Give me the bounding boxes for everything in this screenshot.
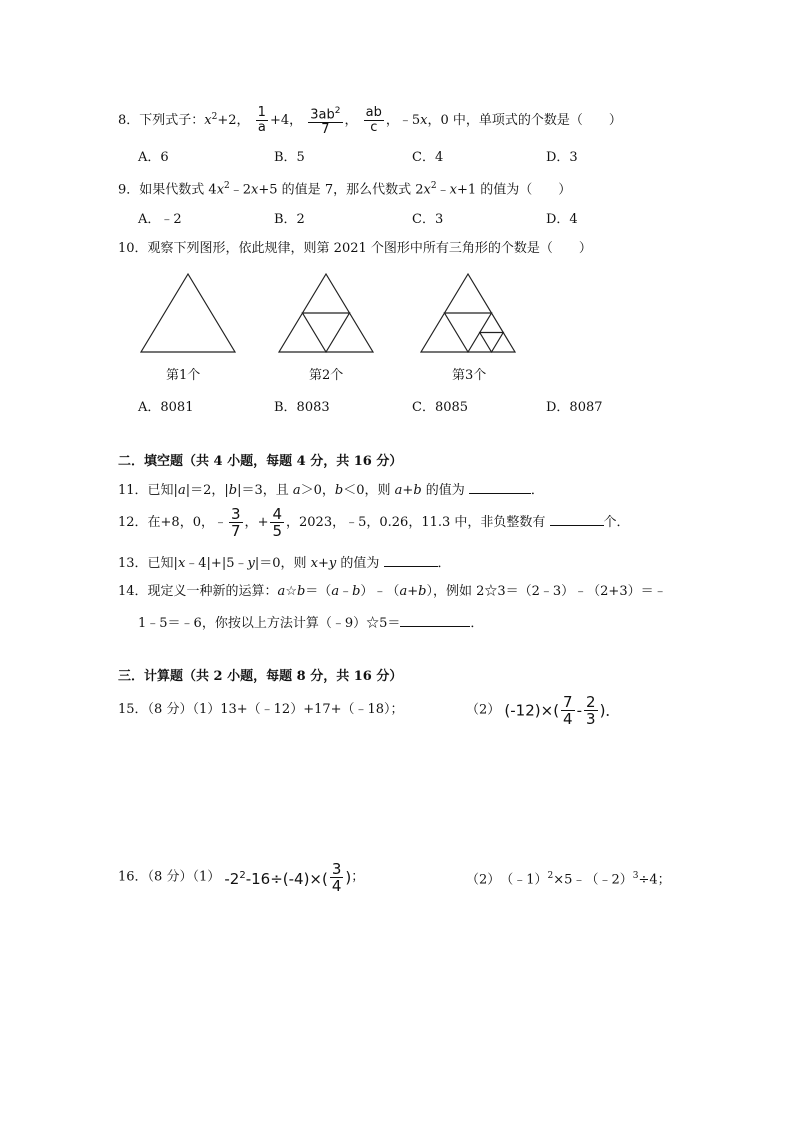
q13-y2: y	[328, 556, 337, 571]
q8-term2: +4，	[269, 113, 303, 129]
q14-a2: a	[331, 584, 340, 599]
q13-y1: y	[247, 556, 255, 571]
q8-exp: 2	[211, 111, 218, 122]
triangle-figure-2	[276, 272, 376, 356]
q12-t1: 12．在+8，0，	[118, 515, 214, 530]
q16-frac-3-4	[330, 861, 344, 894]
q8-f2-den: 7	[321, 122, 330, 138]
q10-option-b[interactable]: B．8083	[274, 400, 330, 415]
q8-comma: ，	[344, 113, 358, 129]
q12-stem	[118, 506, 630, 539]
q8-option-c[interactable]: C．4	[412, 150, 444, 165]
triangle-figure-3	[418, 272, 518, 356]
q11-stem	[118, 479, 544, 500]
q9-t4: ﹣	[436, 182, 450, 198]
q15-minus: -	[576, 701, 583, 720]
q14-b1: b	[296, 584, 306, 599]
q8-option-b[interactable]: B．5	[274, 150, 305, 165]
q10-stem: 10．观察下列图形，依此规律，则第 2021 个图形中所有三角形的个数是（ ）	[118, 241, 592, 256]
q16-e2: -16÷(-4)×(	[245, 870, 328, 888]
q9-t5: +1 的值为（ ）	[456, 182, 572, 198]
section2-title: 二．填空题（共 4 小题，每题 4 分，共 16 分）	[118, 454, 403, 469]
q16-e1: -2	[224, 870, 240, 888]
q8-f2-num	[308, 104, 342, 123]
q9-s2: 2	[430, 181, 437, 191]
q11-a1: a	[177, 483, 186, 498]
q8-var-x: x	[204, 113, 212, 129]
q15-f2-den: 3	[586, 710, 596, 728]
q14-end: ．	[470, 616, 484, 631]
q15-p2-label: （2）	[466, 702, 501, 718]
q11-end: ．	[530, 483, 544, 498]
q13-stem	[118, 552, 451, 573]
q9-option-c[interactable]: C．3	[412, 212, 444, 227]
q16-e1-exp: 2	[239, 870, 246, 881]
q12-answer-blank[interactable]	[550, 511, 604, 526]
q9-x1: x	[216, 182, 225, 198]
q8-stem	[118, 104, 622, 137]
q9-t2: ﹣2	[229, 182, 252, 198]
q15-p2-expr-start: (-12)×(	[504, 701, 560, 720]
q12-end: 个．	[603, 515, 630, 530]
q10-option-c[interactable]: C．8085	[412, 400, 469, 415]
q14-t2: ＝（	[305, 584, 332, 599]
q14-t4: ）﹣（	[360, 584, 400, 599]
q9-x3: x	[423, 182, 431, 198]
q9-x2: x	[251, 182, 259, 198]
q9-stem	[118, 177, 571, 199]
q13-end: ．	[437, 556, 451, 571]
q12-t2: ，	[244, 515, 258, 530]
q14-stem-line1	[118, 583, 667, 601]
q15-part2	[466, 694, 620, 727]
q8-var-x2: x	[420, 113, 428, 129]
q12-neg-sign: ﹣	[213, 515, 227, 530]
q12-f1-den: 7	[231, 522, 241, 540]
q11-t3: |＝3，且	[237, 483, 293, 498]
q11-t4: ＞0，	[300, 483, 335, 498]
q8-f2-exp: 2	[334, 106, 341, 116]
q11-b1: b	[228, 483, 238, 498]
q8-term1: +2，	[217, 113, 250, 129]
q16-f-den: 4	[331, 877, 342, 895]
q15-frac-7-4	[561, 694, 575, 727]
q8-term3: ，﹣5	[385, 113, 421, 129]
q15-f1-den: 4	[563, 710, 573, 728]
q11-b3: b	[413, 483, 422, 498]
q8-frac-3ab2-over-7	[308, 104, 342, 137]
q12-frac-3-7	[229, 506, 243, 539]
q11-t5: ＜0，则	[343, 483, 395, 498]
q9-x4: x	[449, 182, 457, 198]
q11-t7: 的值为	[421, 483, 469, 498]
q13-t4: +	[317, 556, 329, 571]
q11-t6: +	[402, 483, 414, 498]
q16-part1	[118, 860, 364, 895]
q16-p1-label: 16．（8 分）（1）	[118, 869, 221, 885]
q8-f1-num: 1	[257, 105, 266, 121]
q10-option-a[interactable]: A．8081	[138, 400, 194, 415]
figure1-caption: 第1个	[166, 368, 201, 383]
q13-x1: x	[177, 556, 186, 571]
q9-option-a[interactable]: A．﹣2	[138, 212, 182, 227]
q14-a3: a	[399, 584, 408, 599]
q14-star: ☆	[285, 584, 297, 599]
q14-stem-line2	[138, 612, 483, 633]
figure2-caption: 第2个	[309, 368, 344, 383]
q12-frac-4-5	[270, 506, 284, 539]
q12-pos-sign: +	[257, 515, 269, 530]
q14-answer-blank[interactable]	[400, 612, 470, 627]
q9-t1: 9．如果代数式 4	[118, 182, 217, 198]
q13-t3: |＝0，则	[254, 556, 311, 571]
q14-line2: 1﹣5＝﹣6，你按以上方法计算（﹣9）☆5＝	[138, 616, 401, 631]
q15-f1-num: 7	[563, 693, 573, 711]
q8-lead: 8．下列式子：	[118, 113, 205, 129]
q16-p1-expr-start	[224, 870, 328, 888]
q14-t5: +	[407, 584, 419, 599]
q10-option-d[interactable]: D．8087	[546, 400, 603, 415]
q8-option-d[interactable]: D．3	[546, 150, 578, 165]
q8-option-a[interactable]: A．6	[138, 150, 169, 165]
q15-part1: 15．（8 分）（1）13+（﹣12）+17+（﹣18）；	[118, 702, 404, 717]
section3-title: 三．计算题（共 2 小题，每题 8 分，共 16 分）	[118, 669, 403, 684]
q9-t3: +5 的值是 7，那么代数式 2	[258, 182, 424, 198]
q14-t3: ﹣	[339, 584, 353, 599]
q9-option-d[interactable]: D．4	[546, 212, 578, 227]
q13-t1: 13．已知|	[118, 556, 178, 571]
q11-answer-blank[interactable]	[469, 479, 531, 494]
figure2-inner-triangle	[303, 313, 350, 352]
q12-f2-num: 4	[272, 505, 283, 523]
q14-b2: b	[352, 584, 361, 599]
q16-p2-b: ×5﹣（﹣2）	[553, 872, 633, 888]
figure1-outer-triangle	[141, 274, 235, 352]
q14-b3: b	[418, 584, 427, 599]
figure3-caption: 第3个	[452, 368, 487, 383]
q15-p2-expr-end: )．	[599, 701, 621, 720]
q8-tail: ，0 中，单项式的个数是（ ）	[427, 113, 622, 129]
q16-p2-a: （2） （﹣1）	[466, 872, 548, 888]
q16-part2	[466, 867, 671, 889]
figure3-small-triangle	[480, 333, 504, 353]
q12-t3: ，2023，﹣5，0.26，11.3 中，非负整数有	[286, 515, 550, 530]
q13-answer-blank[interactable]	[384, 552, 438, 567]
q8-f3-num: ab	[365, 105, 382, 121]
q15-frac-2-3	[584, 694, 598, 727]
q15-f2-num: 2	[586, 693, 596, 711]
q13-x2: x	[310, 556, 318, 571]
q9-s1: 2	[224, 181, 230, 191]
q13-t2: ﹣4|+|5﹣	[185, 556, 248, 571]
q16-p2-c: ÷4；	[638, 872, 671, 888]
q16-f-num: 3	[331, 860, 342, 878]
q8-f2-num-text: 3ab	[310, 107, 335, 123]
q14-a1: a	[277, 584, 286, 599]
q14-t1: 14．现定义一种新的运算：	[118, 584, 278, 599]
q16-p2-exp2: 3	[632, 871, 639, 881]
q16-p2-exp1: 2	[547, 871, 554, 881]
q16-e3: )	[345, 868, 352, 887]
q13-t5: 的值为	[336, 556, 384, 571]
q11-t1: 11．已知|	[118, 483, 178, 498]
q12-f1-num: 3	[231, 505, 241, 523]
q11-a3: a	[394, 483, 403, 498]
q9-option-b[interactable]: B．2	[274, 212, 305, 227]
q8-frac-ab-over-c	[364, 106, 384, 135]
q16-semi: ；	[351, 869, 365, 885]
q12-f2-den: 5	[272, 522, 283, 540]
q11-t2: |＝2，|	[185, 483, 229, 498]
q11-b2: b	[334, 483, 344, 498]
q11-a2: a	[292, 483, 301, 498]
triangle-figure-1	[138, 272, 238, 356]
q14-t6: ），例如 2☆3＝（2﹣3）﹣（2+3）＝﹣	[426, 584, 667, 599]
q8-f1-den: a	[257, 120, 266, 136]
q8-f3-den: c	[370, 120, 378, 136]
q8-frac-1-over-a	[256, 106, 268, 135]
